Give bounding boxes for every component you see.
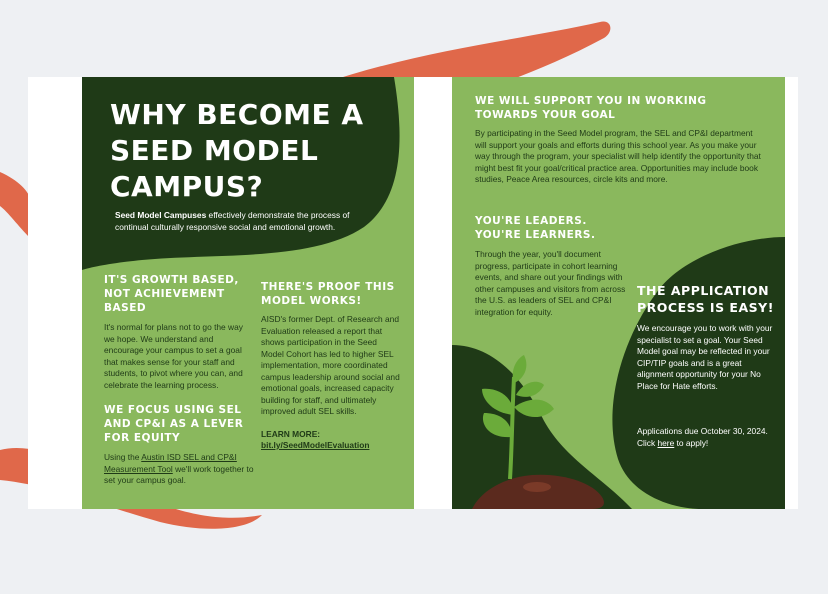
- focus-body-before: Using the: [104, 452, 142, 462]
- apply-date-after: to apply!: [674, 437, 709, 448]
- support-heading: WE WILL SUPPORT YOU IN WORKING TOWARDS YOUR GOAL: [475, 95, 707, 121]
- support-body: By participating in the Seed Model program, the SEL and CP&I department will support your goals and efforts during this school year. As you make your way through the program, your specialist will help identify the opportunity that might best fit your goal/critical practice area. Opportunities may include book studies, Peace Area resources, circle kits and more.: [475, 128, 761, 184]
- focus-heading: WE FOCUS USING SEL AND CP&I AS A LEVER FOR EQUITY: [104, 404, 244, 444]
- page-title: WHY BECOME A SEED MODEL CAMPUS?: [110, 98, 364, 203]
- intro-bold: Seed Model Campuses: [115, 210, 207, 220]
- apply-heading: THE APPLICATION PROCESS IS EASY!: [637, 283, 774, 315]
- left-panel: [82, 77, 414, 509]
- proof-body: AISD's former Dept. of Research and Evaluation released a report that shows participation in the Seed Model Cohort has led to higher SEL implementation, more coordinated campus leadership around social and emotional goals, increased capacity building for staff, and ultimately improved adult SEL skills.: [261, 314, 400, 416]
- leaders-heading-line1: YOU'RE LEADERS.: [475, 215, 587, 227]
- growth-body: It's normal for plans not to go the way we hope. We understand and encourage your campus to set a goal that makes sense for your staff and students, to pivot where you can, and celebrate the learning process.: [104, 322, 243, 390]
- proof-heading: THERE'S PROOF THIS MODEL WORKS!: [261, 281, 395, 307]
- apply-here-link[interactable]: here: [657, 437, 675, 448]
- growth-heading: IT'S GROWTH BASED, NOT ACHIEVEMENT BASED: [104, 274, 239, 314]
- intro-rest: effectively demonstrate the process of continual culturally responsive social and emotional growth.: [115, 210, 350, 232]
- right-panel: [452, 77, 785, 509]
- leaders-body: Through the year, you'll document progress, participate in cohort learning events, and share out your findings with other campuses and visitors from across the U.S. as leaders of SEL and CP&I integration for equity.: [475, 249, 626, 317]
- learn-more-label: LEARN MORE:: [261, 429, 321, 439]
- seedling-plant-illustration: [452, 77, 785, 509]
- learn-more-link[interactable]: bit.ly/SeedModelEvaluation: [261, 440, 370, 450]
- focus-body: [104, 452, 254, 487]
- leaders-heading-line2: YOU'RE LEARNERS.: [475, 229, 596, 241]
- intro-text: [115, 210, 350, 233]
- apply-date-before: Applications due October 30, 2024. Click: [637, 426, 768, 448]
- measurement-tool-link[interactable]: Austin ISD SEL and CP&I Measurement Tool: [104, 452, 237, 474]
- apply-body: We encourage you to work with your specialist to set a goal. Your Seed Model goal may be reflected in your CIP/TIP goals and is a great alignment opportunity for your No Place for Hate efforts.: [637, 323, 773, 391]
- focus-body-after: we'll work together to set your campus goal.: [104, 463, 254, 485]
